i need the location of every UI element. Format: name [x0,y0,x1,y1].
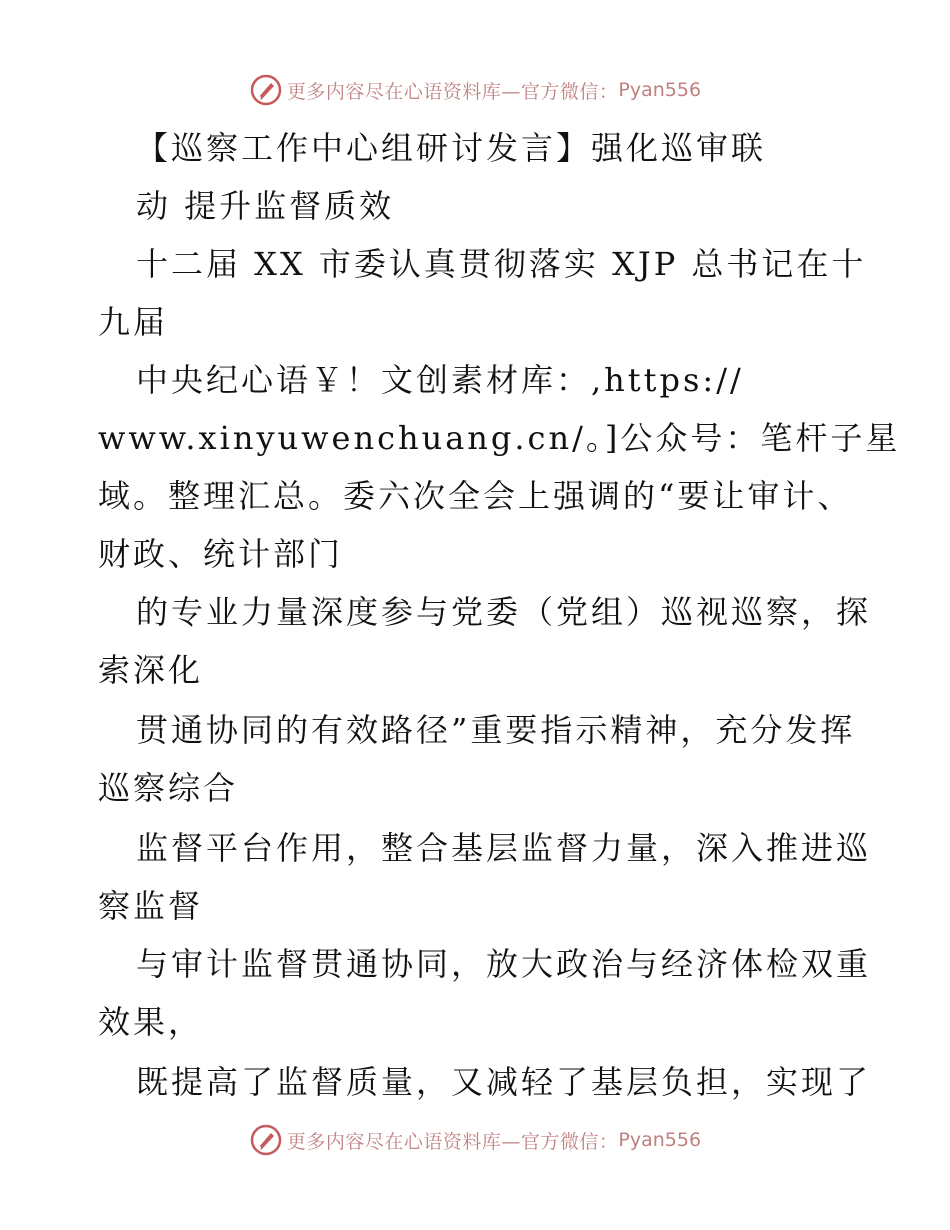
doc-line: 贯通协同的有效路径”重要指示精神，充分发挥 [136,711,856,749]
doc-line: 域。整理汇总。委六次全会上强调的“要让审计、 [98,477,853,515]
doc-line: 巡察综合 [98,769,239,807]
doc-line: 索深化 [98,651,204,689]
doc-line: 九届 [98,303,169,341]
doc-line: www.xinyuwenchuang.cn/。]公众号：笔杆子星 [98,419,901,457]
doc-line: 十二届 XX 市委认真贯彻落实 XJP 总书记在十 [136,245,867,283]
pen-logo-icon [249,73,283,107]
doc-line: 与审计监督贯通协同，放大政治与经济体检双重 [136,945,872,983]
watermark-text: 更多内容尽在心语资料库—官方微信： [286,80,619,103]
pen-logo-icon [249,1123,283,1157]
watermark-wechat-id: Pyan556 [618,79,702,101]
footer-watermark [0,1120,950,1160]
doc-line: 监督平台作用，整合基层监督力量，深入推进巡 [136,829,872,867]
doc-line: 财政、统计部门 [98,535,344,573]
doc-line: 效果， [98,1003,204,1041]
doc-line: 中央纪心语￥！文创素材库：,https:// [136,361,744,399]
doc-title-line-1: 【巡察工作中心组研讨发言】强化巡审联 [136,129,767,167]
watermark-wechat-id: Pyan556 [618,1129,702,1151]
doc-line: 的专业力量深度参与党委（党组）巡视巡察，探 [136,593,872,631]
header-watermark [0,70,950,110]
doc-line: 既提高了监督质量，又减轻了基层负担，实现了 [136,1063,872,1101]
doc-line: 察监督 [98,887,204,925]
doc-title-line-2: 动 提升监督质效 [136,187,395,225]
watermark-text: 更多内容尽在心语资料库—官方微信： [286,1130,619,1153]
